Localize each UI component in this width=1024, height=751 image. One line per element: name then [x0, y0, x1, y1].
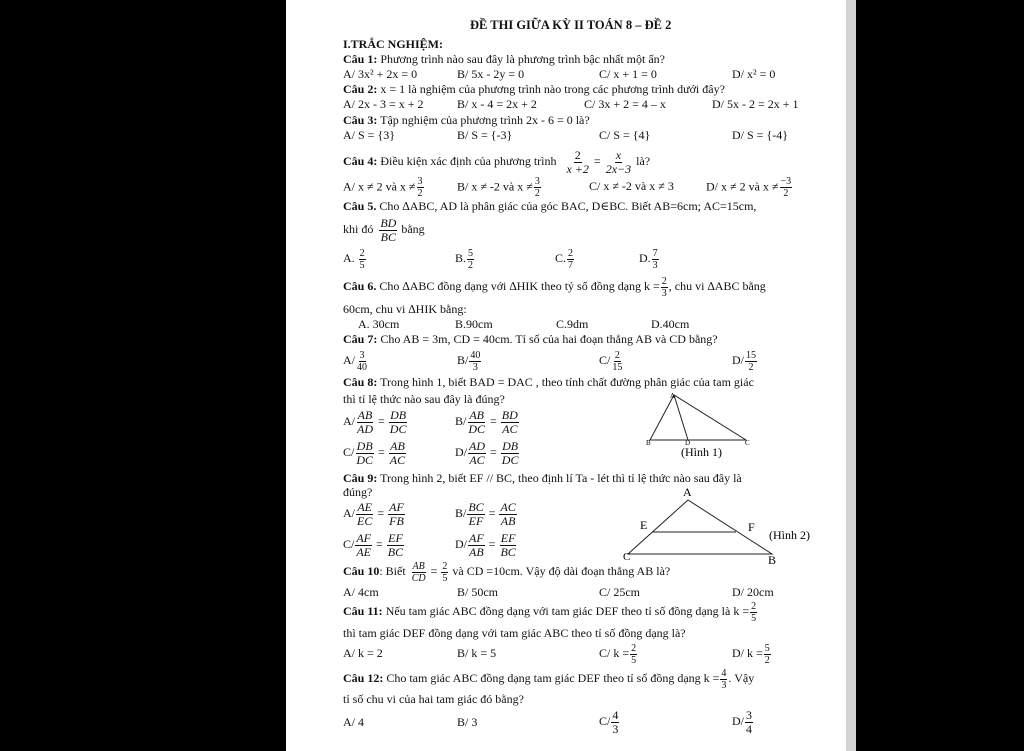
fig2-caption: (Hình 2) — [769, 528, 810, 542]
q10-option-b: B/ 50cm — [457, 585, 498, 599]
question-12: Câu 12: Cho tam giác ABC đồng dạng tam giác DEF theo tỉ số đồng dạng k = $\frac{4}{3}$ . Vậy — [343, 667, 755, 691]
q4-option-a: A/ x ≠ 2 và x ≠ $\frac{3}{2}$ — [343, 176, 423, 199]
q2-option-b: B/ x - 4 = 2x + 2 — [457, 97, 537, 111]
q8-line2: thì tỉ lệ thức nào sau đây là đúng? — [343, 392, 505, 406]
q11-option-b: B/ k = 5 — [457, 646, 497, 660]
q7-option-a: A/ $\frac{3}{40}$ — [343, 349, 367, 373]
fig2-label-b: B — [768, 553, 777, 567]
q1-option-c: C/ x + 1 = 0 — [599, 67, 657, 81]
q9-option-a: A/ $\frac{AE}{EC}$ = $\frac{AF}{FB}$ — [343, 499, 404, 528]
q6-option-d: D.40cm — [651, 317, 690, 331]
q1-option-a: A/ 3x² + 2x = 0 — [343, 67, 418, 81]
q11-line2: thì tam giác DEF đồng dạng với tam giác ABC theo tỉ số đồng dạng là? — [343, 626, 686, 640]
question-11: Câu 11: Nếu tam giác ABC đồng dạng với tam giác DEF theo tỉ số đồng dạng là k = $\frac{2}{5}$ — [343, 600, 757, 624]
q7-option-d: D/ $\frac{15}{2}$ — [732, 349, 756, 373]
q8-option-d: D/ $\frac{AD}{AC}$ = $\frac{DB}{DC}$ — [455, 438, 519, 467]
q7-option-b: B/ $\frac{40}{3}$ — [457, 349, 481, 373]
figure-1-triangle — [644, 390, 754, 462]
q4-option-c: C/ x ≠ -2 và x ≠ 3 — [589, 179, 674, 193]
q6-line2: 60cm, chu vi ∆HIK bằng: — [343, 302, 467, 316]
q4-option-d: D/ x ≠ 2 và x ≠ $\frac{-3}{2}$ — [706, 176, 792, 199]
section-heading: I.TRẮC NGHIỆM: — [343, 37, 444, 51]
q6-option-b: B.90cm — [455, 317, 493, 331]
q8-option-a: A/ $\frac{AB}{AD}$ = $\frac{DB}{DC}$ — [343, 407, 407, 436]
q10-option-d: D/ 20cm — [732, 585, 774, 599]
question-4: Câu 4: Điều kiện xác định của phương trình $\frac{2}{x +2}$ = $\frac{x}{2x-3}$ là? — [343, 147, 651, 176]
q3-option-d: D/ S = {-4} — [732, 128, 788, 142]
q11-option-a: A/ k = 2 — [343, 646, 383, 660]
fig2-label-c: C — [623, 551, 631, 563]
fig1-label-c: C — [745, 439, 750, 447]
exam-page — [286, 0, 846, 751]
fig1-caption: (Hình 1) — [681, 445, 722, 459]
q5-line2: khi đó $\frac{BD}{BC}$ bằng — [343, 215, 425, 244]
question-2: Câu 2: x = 1 là nghiệm của phương trình nào trong các phương trình dưới đây? — [343, 82, 725, 96]
question-3: Câu 3: Tập nghiệm của phương trình 2x - 6 = 0 là? — [343, 113, 590, 127]
q9-option-d: D/ $\frac{AF}{AB}$ = $\frac{EF}{BC}$ — [455, 530, 516, 559]
q11-option-c: C/ k = $\frac{2}{5}$ — [599, 642, 637, 666]
q12-option-a: A/ 4 — [343, 715, 364, 729]
q5-option-d: D. $\frac{7}{3}$ — [639, 247, 658, 271]
q5-option-b: B. $\frac{5}{2}$ — [455, 247, 474, 271]
q7-option-c: C/ $\frac{2}{15}$ — [599, 349, 623, 373]
q9-option-b: B/ $\frac{BC}{EF}$ = $\frac{AC}{AB}$ — [455, 499, 516, 528]
q12-option-d: D/ $\frac{3}{4}$ — [732, 707, 752, 736]
q5-option-a: A. $\frac{2}{5}$ — [343, 247, 365, 271]
question-7: Câu 7: Cho AB = 3m, CD = 40cm. Tỉ số của hai đoạn thẳng AB và CD bằng? — [343, 332, 718, 346]
q12-option-c: C/ $\frac{4}{3}$ — [599, 707, 619, 736]
q1-option-d: D/ x² = 0 — [732, 67, 776, 81]
question-5: Câu 5. Cho ∆ABC, AD là phân giác của góc BAC, D∈BC. Biết AB=6cm; AC=15cm, — [343, 199, 757, 213]
fig1-label-d: D — [685, 439, 691, 447]
question-9: Câu 9: Trong hình 2, biết EF // BC, theo định lí Ta - lét thì tỉ lệ thức nào sau đây là — [343, 471, 742, 485]
q8-option-c: C/ $\frac{DB}{DC}$ = $\frac{AB}{AC}$ — [343, 438, 406, 467]
q2-option-a: A/ 2x - 3 = x + 2 — [343, 97, 424, 111]
question-1: Câu 1: Phương trình nào sau đây là phương trình bậc nhất một ẩn? — [343, 52, 665, 66]
q5-option-c: C. $\frac{2}{7}$ — [555, 247, 574, 271]
q6-option-a: A. 30cm — [358, 317, 400, 331]
q9-option-c: C/ $\frac{AF}{AE}$ = $\frac{EF}{BC}$ — [343, 530, 404, 559]
q3-option-a: A/ S = {3} — [343, 128, 395, 142]
q12-line2: tỉ số chu vi của hai tam giác đó bằng? — [343, 692, 524, 706]
q3-option-b: B/ S = {-3} — [457, 128, 513, 142]
viewer-scrollbar[interactable] — [846, 0, 856, 751]
q8-option-b: B/ $\frac{AB}{DC}$ = $\frac{BD}{AC}$ — [455, 407, 518, 436]
fig2-label-a: A — [683, 485, 692, 499]
q10-option-a: A/ 4cm — [343, 585, 379, 599]
q10-option-c: C/ 25cm — [599, 585, 640, 599]
exam-title: ĐỀ THI GIỮA KỲ II TOÁN 8 – ĐỀ 2 — [470, 18, 672, 32]
fig2-label-e: E — [640, 518, 648, 532]
q6-option-c: C.9dm — [556, 317, 589, 331]
q11-option-d: D/ k = $\frac{5}{2}$ — [732, 642, 770, 666]
fig1-label-b: B — [646, 439, 651, 447]
q2-option-c: C/ 3x + 2 = 4 – x — [584, 97, 666, 111]
q9-line2: đúng? — [343, 485, 373, 499]
question-10: Câu 10: Biết $\frac{AB}{CD}$ = $\frac{2}{5}$ và CD =10cm. Vậy độ dài đoạn thẳng AB là? — [343, 560, 671, 584]
fig2-label-f: F — [748, 520, 755, 534]
q2-option-d: D/ 5x - 2 = 2x + 1 — [712, 97, 799, 111]
q4-option-b: B/ x ≠ -2 và x ≠ $\frac{3}{2}$ — [457, 176, 540, 199]
fig1-label-a: A — [670, 392, 676, 400]
q3-option-c: C/ S = {4} — [599, 128, 651, 142]
q1-option-b: B/ 5x - 2y = 0 — [457, 67, 525, 81]
question-6: Câu 6. Cho ∆ABC đồng dạng với ∆HIK theo tỷ số đồng dạng k = $\frac{2}{3}$ , chu vi ∆ABC bằng — [343, 275, 766, 299]
q12-option-b: B/ 3 — [457, 715, 478, 729]
question-8: Câu 8: Trong hình 1, biết BAD = DAC , theo tính chất đường phân giác của tam giác — [343, 375, 754, 389]
figure-2-triangle — [622, 484, 846, 568]
